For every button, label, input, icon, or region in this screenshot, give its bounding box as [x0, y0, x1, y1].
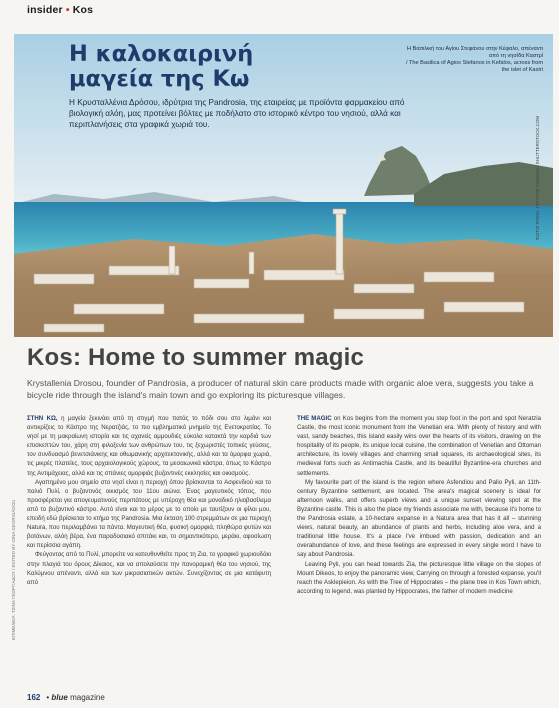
greek-paragraph-2: Αγαπημένο μου σημείο στο νησί είναι η περιοχή όπου βρίσκονται το Ασφενδιού και το παλιό Πυλί, ο βυζαντινός οικισμός του 11ου αιώνα. Ένας μαγευτικός τόπος, που προσφέρεται για απογευματινούς περιπάτους με υπέροχη θέα και μοναδικό ηλιοβασίλεμα από το βυζαντινό κάστρο. Αυτό είναι και το μέρος με το οποίο με ταυτίζουν οι φίλοι μου, επειδή εδώ βρίσκεται το κτήμα της Pandrosia. Μια έκταση 100 στρεμμάτων σε μια περιοχή Natura, που περιλαμβάνει τα πάντα. Μαγευτική θέα, φυσική ομορφιά, πληθώρα φυτών και βοτάνων, αλόη βέρα, ένα παραδοσιακό σπιτάκι και, το σημαντικότερο, μεράκι, αφοσίωση και περίσσια αγάπη. [27, 478, 271, 550]
page-number: 162 [27, 693, 41, 702]
section-name: Kos [72, 4, 94, 16]
page-footer [27, 693, 105, 702]
photo-caption [403, 46, 543, 74]
photo-credit: ΦΩΤΟΓΡΑΦΙΑ: ΣΤΑΥΡΟΣ ΧΑΛΚΙΑΣ / SHUTTERSTOCK.COM [535, 115, 540, 240]
english-title: Kos: Home to summer magic [27, 344, 365, 371]
caption-english: / The Basilica of Agios Stefanos in Kefalos, across from the islet of Kastri [405, 60, 543, 73]
magazine-name: blue [51, 693, 68, 702]
greek-paragraph-1 [27, 414, 271, 478]
english-lead-in: THE MAGIC [297, 415, 332, 422]
section-dot: • [65, 4, 70, 16]
editor-credit: ΕΠΙΜΕΛΕΙΑ: ΤΖΙΝΑ ΓΕΩΡΓΙΑΔΟΥ / EDITED BY GINA GEORGIADOU [11, 499, 16, 640]
hero-title: Η καλοκαιρινή μαγεία της Κω [69, 41, 254, 92]
greek-article-column [27, 414, 271, 587]
greek-paragraph-3: Φεύγοντας από το Πυλί, μπορείτε να κατευθυνθείτε προς τη Ζια, το γραφικό χωριουδάκι στην πλαγιά του όρους Δίκαιος, και να απολαύσετε την πανοραμική θέα του νησιού, της Καλύμνου απέναντι, αλλά και των μικρασιατικών ακτών. Συνεχίζοντας σε μια κατάφυτη από [27, 551, 271, 586]
greek-lead-in: ΣΤΗΝ ΚΩ, [27, 415, 58, 422]
hero-lead: Η Κρυσταλλένια Δρόσου, ιδρύτρια της Pandrosia, της εταιρείας με προϊόντα φαρμακείου από βιολογική αλόη, μας προτείνει βόλτες με ποδήλατο στο ιστορικό κέντρο του νησιού, αλλά και περιπλανήσεις στα γραφικά χωριά του. [69, 98, 405, 129]
hero-image [14, 34, 553, 337]
magazine-suffix: magazine [70, 693, 105, 702]
english-paragraph-1 [297, 414, 541, 478]
english-lead: Krystallenia Drosou, founder of Pandrosia, a producer of natural skin care products made with organic aloe vera, suggests you take a bicycle ride through the island's main town and go exploring its picturesque villages. [27, 378, 534, 400]
english-paragraph-3: Leaving Pyli, you can head towards Zia, the picturesque little village on the slopes of Mount Dikeos, to enjoy the panoramic view, Carrying on through a forested expanse, you'll reach the Asklepieion. As with the Tree of Hippocrates – the plane tree in Kos Town which, according to legend, was planted by Hippocrates, the father of modern medicine [297, 560, 541, 595]
footer-dot: • [46, 693, 50, 702]
english-paragraph-1-text: on Kos begins from the moment you step foot in the port and spot Neratzia Castle, the most iconic monument from the Venetian era. With plenty of history and with vast, sandy beaches, this island easily wins over the hearts of its visitors, drawing on the hospitality of its people, its unique local cuisine, the combination of Venetian and Ottoman architecture, its lovely villages and charming small squares, its archaeological sites, its medieval forts such as Antimachia Castle, and its beautiful Byzantine-era churches and settlements. [297, 415, 541, 477]
section-header [27, 4, 93, 16]
greek-paragraph-1-text: η μαγεία ξεκινάει από τη στιγμή που πατάς το πόδι σου στο λιμάνι και αντικρίζεις το Κάστρο της Νερατζιάς, το πιο εμβληματικό μνημείο της Ενετοκρατίας. Το νησί με τη μακραίωνη ιστορία και τις αχανείς αμμουδιές εύκολα κατακτά την καρδιά των επισκεπτών του, χάρη στη φιλοξενία των ανθρώπων του, τις ξεχωριστές τοπικές γεύσεις, τον συνδυασμό βενετσιάνικης και οθωμανικής αρχιτεκτονικής, αλλά και τα όμορφα χωριά, τις μικρές πλατείες, τους αρχαιολογικούς χώρους, τα μεσαιωνικά κάστρα, όπως το Κάστρο της Αντιμάχειας, αλλά και τις σπάνιες ομορφιάς βυζαντινές εκκλησίες και οικισμούς. [27, 415, 271, 477]
section-prefix: insider [27, 4, 63, 16]
english-article-column [297, 414, 541, 596]
english-paragraph-2: My favourite part of the island is the region where Asfendiou and Palio Pyli, an 11th-century Byzantine settlement, are located. The area's magical scenery is ideal for afternoon walks, and offers superb views and a unique sunset viewing spot at the Byzantine castle. This is also the place my friends associate me with, because it's home to the Pandrosia estate, a 10-hectare expanse in a Natura area that has it all – stunning views, natural beauty, an abundance of plants and herbs, including aloe vera, and a traditional little house. It's a place I've imbued with passion, dedication and an overabundance of love, and these feelings are expressed in every single word I have to say about Pandrosia. [297, 478, 541, 559]
caption-greek: Η Βασιλική του Αγίου Στεφάνου στην Κέφαλο, απέναντι από τη νησίδα Καστρί [407, 46, 543, 59]
